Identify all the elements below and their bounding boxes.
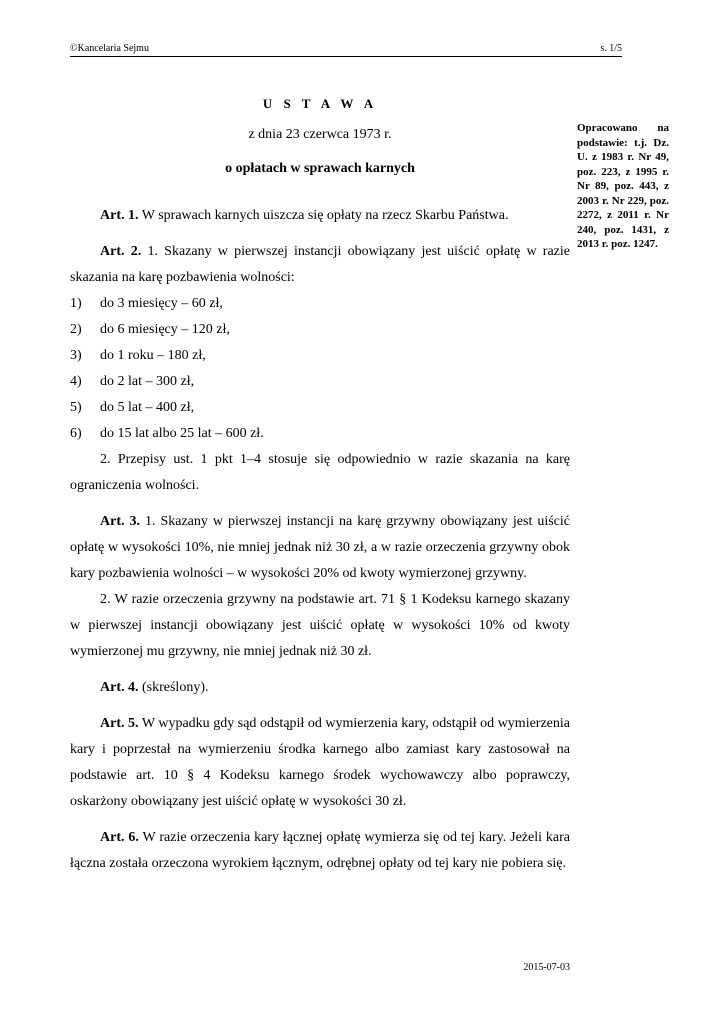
article-label: Art. 2. [100, 244, 142, 259]
list-number: 6) [70, 426, 82, 441]
article-label: Art. 4. [100, 680, 139, 695]
act-date: z dnia 23 czerwca 1973 r. [248, 127, 392, 142]
list-number: 3) [70, 348, 82, 363]
article-label: Art. 5. [100, 716, 139, 731]
list-text: do 6 miesięcy – 120 zł, [100, 322, 230, 337]
list-number: 4) [70, 374, 82, 389]
act-title: U S T A W A [262, 96, 378, 111]
list-text: do 5 lat – 400 zł, [100, 400, 195, 415]
list-text: do 2 lat – 300 zł, [100, 374, 195, 389]
article-label: Art. 3. [100, 514, 140, 529]
article-3 [70, 509, 570, 587]
article-text: W wypadku gdy sąd odstąpił od wymierzenia kary, odstąpił od wymierzenia kary i poprzestał na wymierzeniu środka karnego albo zamiast kary zastosował na podstawie art. 10 § 4 Kodeksu karnego środek wychowawczy albo poprawczy, oskarżony obowiązany jest uiścić opłatę w wysokości 30 zł. [70, 716, 570, 809]
article-paragraph: 2. Przepisy ust. 1 pkt 1–4 stosuje się odpowiednio w razie skazania na karę ograniczenia wolności. [70, 452, 570, 493]
list-text: do 3 miesięcy – 60 zł, [100, 296, 223, 311]
article-text: W sprawach karnych uiszcza się opłaty na rzecz Skarbu Państwa. [138, 208, 509, 223]
page-header [70, 43, 622, 57]
side-note: Opracowano na podstawie: t.j. Dz. U. z 1983 r. Nr 49, poz. 223, z 1995 r. Nr 89, poz. 443, z 2003 r. Nr 229, poz. 2272, z 2011 r. Nr 240, poz. 1431, z 2013 r. poz. 1247. [577, 122, 669, 250]
list-number: 5) [70, 400, 82, 415]
article-2 [70, 239, 570, 291]
article-text: (skreślony). [138, 680, 209, 695]
list-item [70, 369, 570, 395]
document-body [70, 203, 570, 877]
article-paragraph: 2. W razie orzeczenia grzywny na podstawie art. 71 § 1 Kodeksu karnego skazany w pierwszej instancji obowiązany jest uiścić opłatę w wysokości 10% od kwoty wymierzonej mu grzywny, nie mniej jednak niż 30 zł. [70, 592, 570, 659]
article-4 [70, 675, 570, 701]
list-number: 1) [70, 296, 82, 311]
list-item [70, 421, 570, 447]
article-text: 1. Skazany w pierwszej instancji na karę grzywny obowiązany jest uiścić opłatę w wysokości 10%, nie mniej jednak niż 30 zł, a w razie orzeczenia grzywny obok kary pozbawienia wolności – w wysokości 20% od kwoty wymierzonej grzywny. [70, 514, 570, 581]
list-item [70, 317, 570, 343]
list [70, 291, 570, 447]
list-item [70, 291, 570, 317]
article-label: Art. 6. [100, 830, 139, 845]
article-text: W razie orzeczenia kary łącznej opłatę wymierza się od tej kary. Jeżeli kara łączna została orzeczona wyrokiem łącznym, odrębnej opłaty od tej kary nie pobiera się. [70, 830, 570, 871]
article-1 [70, 203, 570, 229]
article-text: 1. Skazany w pierwszej instancji obowiązany jest uiścić opłatę w razie skazania na karę pozbawienia wolności: [70, 244, 570, 285]
list-text: do 1 roku – 180 zł, [100, 348, 206, 363]
act-subject: o opłatach w sprawach karnych [225, 161, 415, 176]
list-item [70, 395, 570, 421]
list-text: do 15 lat albo 25 lat – 600 zł. [100, 426, 264, 441]
list-number: 2) [70, 322, 82, 337]
header-source: ©Kancelaria Sejmu [70, 43, 149, 54]
article-6 [70, 825, 570, 877]
footer-date: 2015-07-03 [523, 962, 570, 973]
article-label: Art. 1. [100, 208, 139, 223]
page-number: s. 1/5 [600, 43, 622, 54]
article-5 [70, 711, 570, 815]
list-item [70, 343, 570, 369]
